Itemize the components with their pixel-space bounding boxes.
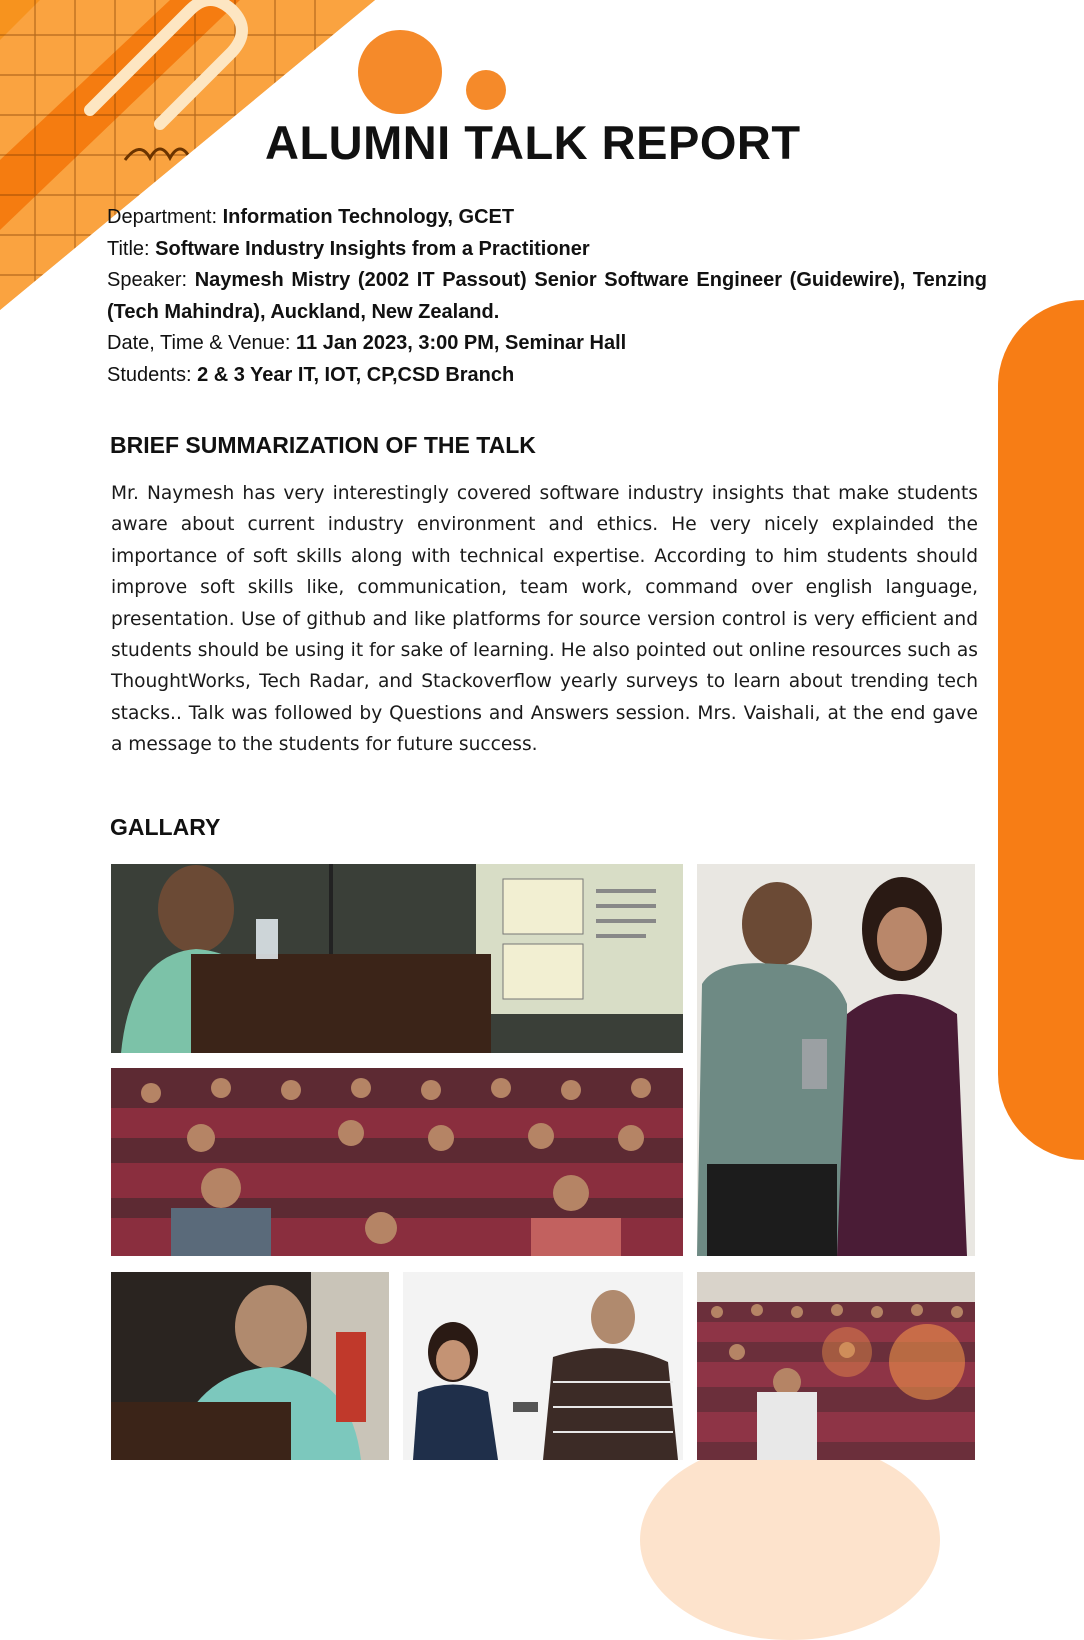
gallery-heading: GALLARY xyxy=(110,814,221,840)
department-value: Information Technology, GCET xyxy=(222,206,515,228)
orange-circle-large xyxy=(358,30,442,114)
photo-audience-wide xyxy=(697,1272,975,1460)
orange-circle-small xyxy=(466,70,506,110)
report-title: ALUMNI TALK REPORT xyxy=(265,116,801,169)
talk-title-value: Software Industry Insights from a Practitioner xyxy=(155,237,590,260)
talk-title-label: Title: xyxy=(107,237,156,260)
datetime-label: Date, Time & Venue: xyxy=(107,332,296,354)
summary-text: Mr. Naymesh has very interestingly covered software industry insights that make students aware about current industry environment and ethics. He very nicely explainded the importance of soft skills along with technical expertise. According to him students should improve soft skills like, communication, team work, command over english language, presentation. Use of github and like platforms for source version control is very efficient and students should be using it for sake of learning. He also pointed out online resources such as ThoughtWorks, Tech Radar, and Stackoverflow yearly surveys to learn about trending tech stacks.. Talk was followed by Questions and Answers session. Mrs. Vaishali, at the end gave a message to the students for future success. xyxy=(111,483,978,756)
department-label: Department: xyxy=(107,206,223,228)
speaker-row xyxy=(107,265,987,328)
summary-heading: BRIEF SUMMARIZATION OF THE TALK xyxy=(110,432,536,458)
photo-audience xyxy=(111,1068,683,1256)
students-row xyxy=(107,360,987,392)
datetime-value: 11 Jan 2023, 3:00 PM, Seminar Hall xyxy=(296,332,627,354)
photo-handover xyxy=(403,1272,683,1460)
students-value: 2 & 3 Year IT, IOT, CP,CSD Branch xyxy=(197,363,515,386)
photo-speaker-gesturing xyxy=(111,1272,389,1460)
students-label: Students: xyxy=(107,363,198,386)
report-details xyxy=(107,202,987,391)
speaker-value: Naymesh Mistry (2002 IT Passout) Senior Software Engineer (Guidewire), Tenzing (Tech Mahindra), Auckland, New Zealand. xyxy=(107,269,987,323)
department-row xyxy=(107,202,987,234)
photo-memento-presentation xyxy=(697,864,975,1256)
speaker-label: Speaker: xyxy=(107,269,195,291)
photo-speaker-at-podium xyxy=(111,864,683,1053)
right-orange-tab xyxy=(998,300,1084,1160)
datetime-row xyxy=(107,328,987,360)
talk-title-row xyxy=(107,234,987,266)
bottom-peach-blob xyxy=(640,1440,940,1640)
